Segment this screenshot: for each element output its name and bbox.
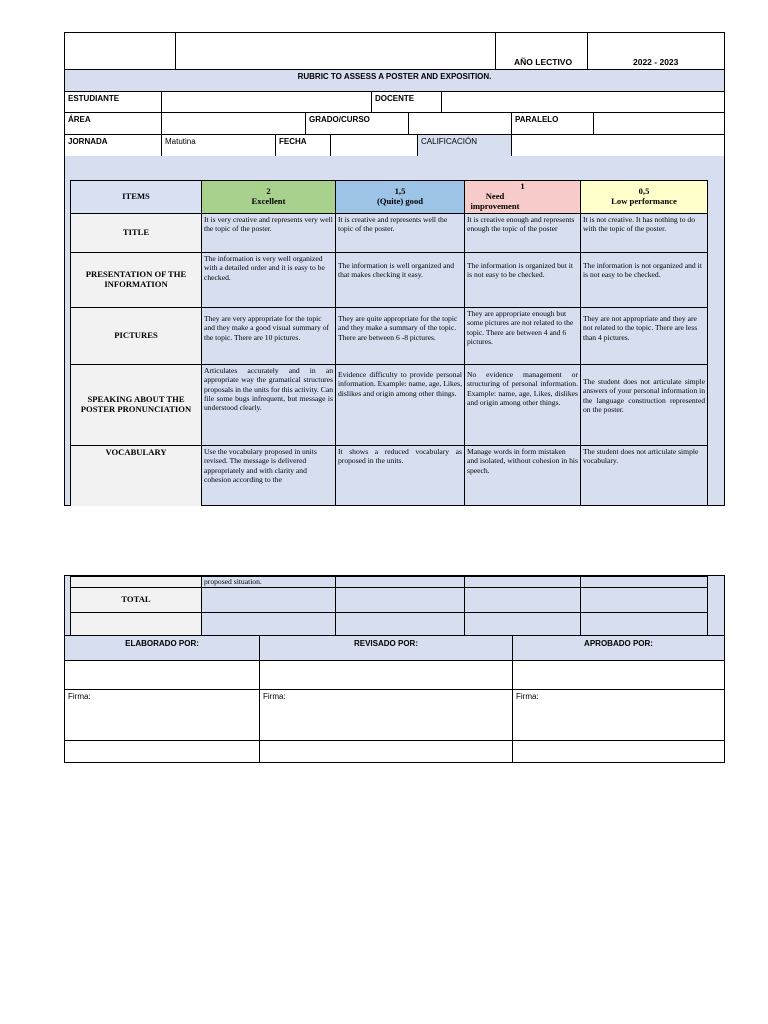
total-label: TOTAL [70, 587, 202, 613]
prepared-signature[interactable]: Firma: [64, 689, 260, 741]
cell-vocabulary-good: It shows a reduced vocabulary as proposed in the units. [335, 445, 465, 506]
level-score: 2 [266, 186, 271, 197]
rubric-continuation [64, 575, 725, 636]
reviewed-by-name[interactable] [259, 660, 513, 690]
item-pictures: PICTURES [70, 307, 202, 365]
parallel-field[interactable] [593, 112, 725, 135]
level-name: Low performance [611, 196, 677, 206]
year-label: AÑO LECTIVO [514, 57, 573, 67]
date-label: FECHA [275, 134, 331, 157]
grade-score-field[interactable] [511, 134, 725, 157]
level-header-excellent [201, 180, 336, 214]
rubric-title: RUBRIC TO ASSESS A POSTER AND EXPOSITION. [64, 69, 725, 92]
cont-excellent-cell: proposed situation. [201, 576, 336, 588]
student-label: ESTUDIANTE [64, 91, 162, 113]
cell-title-good: It is creative and represents well the topic of the poster. [335, 213, 465, 253]
cell-pictures-excellent: They are very appropriate for the topic and they make a good visual summary of the topic. There are 10 pictures. [201, 307, 336, 365]
area-label: ÁREA [64, 112, 162, 135]
level-header-low [580, 180, 708, 214]
cell-presentation-improvement: The information is organized but it is not easy to be checked. [464, 252, 581, 308]
area-field[interactable] [161, 112, 306, 135]
item-title: TITLE [70, 213, 202, 253]
cell-vocabulary-low: The student does not articulate simple vocabulary. [580, 445, 708, 506]
teacher-label: DOCENTE [371, 91, 442, 113]
blank-good [335, 612, 465, 636]
item-speaking: SPEAKING ABOUT THE POSTER PRONUNCIATION [70, 364, 202, 446]
blank-low [580, 612, 708, 636]
approved-by-name[interactable] [512, 660, 725, 690]
item-vocabulary: VOCABULARY [70, 445, 202, 506]
prepared-by-name[interactable] [64, 660, 260, 690]
grade-score-label: CALIFICACIÓN [417, 134, 512, 157]
level-header-improvement [464, 180, 581, 214]
logo-box [64, 32, 176, 70]
blank-item [70, 612, 202, 636]
cell-speaking-low: The student does not articulate simple answers of your personal information in the language construction represented on the poster. [580, 364, 708, 446]
total-good [335, 587, 465, 613]
reviewed-by-header: REVISADO POR: [259, 635, 513, 661]
total-excellent [201, 587, 336, 613]
reviewed-date[interactable] [259, 740, 513, 763]
student-field[interactable] [161, 91, 372, 113]
rubric-container [64, 156, 725, 506]
prepared-date[interactable] [64, 740, 260, 763]
level-score: 0,5 [638, 186, 650, 197]
approved-date[interactable] [512, 740, 725, 763]
cell-vocabulary-excellent: Use the vocabulary proposed in units revised. The message is delivered appropriately and with clarity and cohesion according to the [201, 445, 336, 506]
items-header: ITEMS [70, 180, 202, 214]
shift-value: Matutina [161, 134, 276, 157]
shift-label: JORNADA [64, 134, 162, 157]
grade-label: GRADO/CURSO [305, 112, 409, 135]
item-presentation: PRESENTATION OF THE INFORMATION [70, 252, 202, 308]
cell-pictures-improvement: They are appropriate enough but some pictures are not related to the topic. There are between 4 and 6 pictures. [464, 307, 581, 365]
teacher-field[interactable] [441, 91, 725, 113]
level-score: 1 [520, 181, 525, 192]
cell-pictures-good: They are quite appropriate for the topic and they make a summary of the topic. There are between 6 -8 pictures. [335, 307, 465, 365]
cell-speaking-good: Evidence difficulty to provide personal information. Example: name, age, Likes, dislikes and origin among other things. [335, 364, 465, 446]
level-score: 1,5 [394, 186, 406, 197]
grade-field[interactable] [408, 112, 512, 135]
parallel-label: PARALELO [511, 112, 594, 135]
cell-speaking-improvement: No evidence management or structuring of personal information. Example: name, age, Likes, dislikes and origin among other things. [464, 364, 581, 446]
level-name: Need improvement [470, 191, 520, 211]
cell-presentation-excellent: The information is very well organized with a detailed order and it is easy to be checked. [201, 252, 336, 308]
total-low [580, 587, 708, 613]
blank-improvement [464, 612, 581, 636]
total-improvement [464, 587, 581, 613]
prepared-by-header: ELABORADO POR: [64, 635, 260, 661]
cell-title-excellent: It is very creative and represents very well the topic of the poster. [201, 213, 336, 253]
year-value: 2022 - 2023 [633, 57, 679, 67]
cell-vocabulary-improvement: Manage words in form mistaken and isolated, without cohesion in his speech. [464, 445, 581, 506]
cell-presentation-good: The information is well organized and that makes checking it easy. [335, 252, 465, 308]
cell-pictures-low: They are not appropriate and they are not related to the topic. There are less than 4 pictures. [580, 307, 708, 365]
date-field[interactable] [330, 134, 418, 157]
year-label-cell [495, 32, 588, 70]
cell-title-improvement: It is creative enough and represents enough the topic of the poster [464, 213, 581, 253]
school-name-box [175, 32, 496, 70]
cell-presentation-low: The information is not organized and it is not easy to be checked. [580, 252, 708, 308]
blank-excellent [201, 612, 336, 636]
level-name: (Quite) good [376, 196, 424, 206]
approved-by-header: APROBADO POR: [512, 635, 725, 661]
level-header-good [335, 180, 465, 214]
year-value-cell [587, 32, 725, 70]
approved-signature[interactable]: Firma: [512, 689, 725, 741]
reviewed-signature[interactable]: Firma: [259, 689, 513, 741]
cell-title-low: It is not creative. It has nothing to do with the topic of the poster. [580, 213, 708, 253]
level-name: Excellent [251, 196, 286, 206]
cell-speaking-excellent: Articulates accurately and in an appropriate way the gramatical structures proposals in the units for this activity. Can file some bugs infrequent, but message is understood clearly. [201, 364, 336, 446]
